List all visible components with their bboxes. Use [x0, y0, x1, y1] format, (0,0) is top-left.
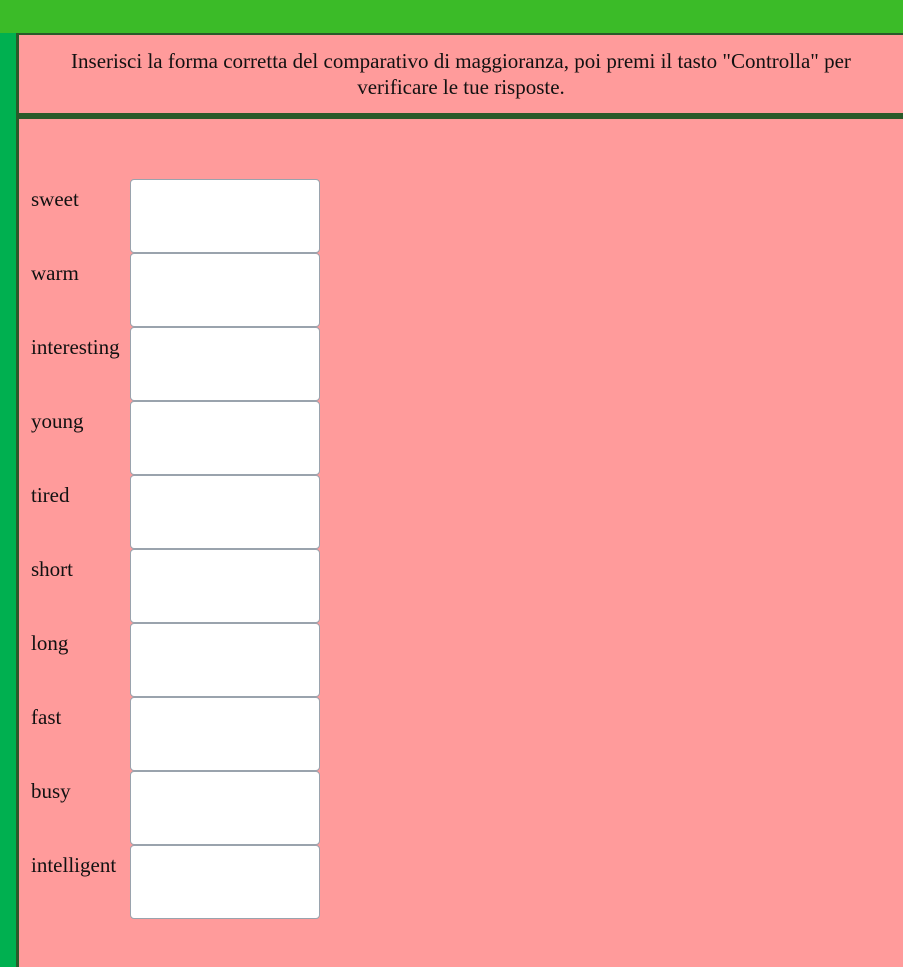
- answer-input[interactable]: [130, 697, 320, 771]
- word-label: long: [31, 631, 69, 655]
- word-label: fast: [31, 705, 62, 729]
- word-label: young: [31, 409, 84, 433]
- answer-input[interactable]: [130, 623, 320, 697]
- word-label: busy: [31, 779, 71, 803]
- left-strip: [0, 33, 16, 967]
- word-label: tired: [31, 483, 70, 507]
- answer-input[interactable]: [130, 771, 320, 845]
- instructions-text: Inserisci la forma corretta del comparativo di maggioranza, poi premi il tasto "Controlla" per verificare le tue risposte.: [71, 49, 851, 99]
- word-label: short: [31, 557, 73, 581]
- answer-input[interactable]: [130, 549, 320, 623]
- answer-input[interactable]: [130, 401, 320, 475]
- exercise-panel: [16, 119, 903, 967]
- word-label: warm: [31, 261, 79, 285]
- word-label: sweet: [31, 187, 79, 211]
- word-label: intelligent: [31, 853, 117, 877]
- top-bar: [0, 0, 903, 33]
- answer-input[interactable]: [130, 327, 320, 401]
- answer-input[interactable]: [130, 475, 320, 549]
- answer-input[interactable]: [130, 179, 320, 253]
- answer-input[interactable]: [130, 253, 320, 327]
- instructions-panel: [16, 33, 903, 115]
- answer-input[interactable]: [130, 845, 320, 919]
- word-label: interesting: [31, 335, 120, 359]
